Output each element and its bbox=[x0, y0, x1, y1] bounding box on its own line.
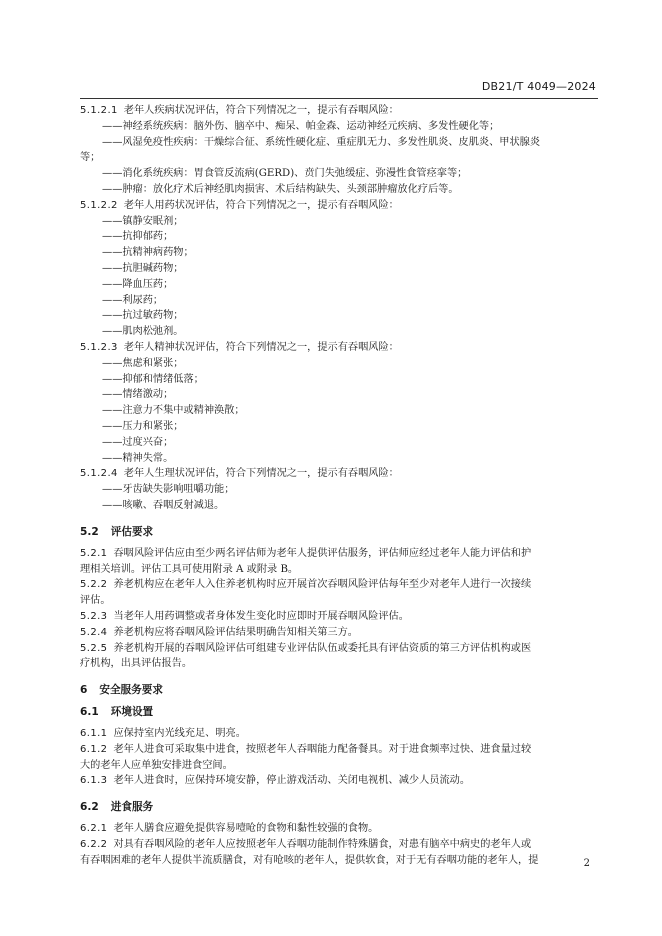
section-number: 6.1 bbox=[80, 706, 99, 719]
clause-number: 6.1.3 bbox=[80, 775, 108, 787]
list-item: ——情绪激动； bbox=[102, 389, 174, 401]
clause-continuation: 有吞咽困难的老年人提供半流质膳食，对有呛咳的老年人，提供软食，对于无有吞咽功能的老年人，提 bbox=[80, 854, 539, 866]
section-heading-6-1 bbox=[80, 704, 598, 720]
section-heading-6-2 bbox=[80, 799, 598, 815]
clause-continuation: 评估。 bbox=[80, 595, 111, 607]
list-item: ——抗胆碱药物； bbox=[102, 262, 184, 274]
clause-text: 老年人膳食应避免提供容易噎呛的食物和黏性较强的食物。 bbox=[113, 823, 379, 835]
clause-5-2-4 bbox=[80, 625, 598, 641]
clause-text: 老年人进食时，应保持环境安静，停止游戏活动、关闭电视机、减少人员流动。 bbox=[113, 775, 471, 787]
section-heading-6 bbox=[80, 682, 598, 698]
clause-number: 5.1.2.2 bbox=[80, 199, 118, 211]
list-item: ——抑郁和情绪低落； bbox=[102, 373, 204, 385]
clause-text: 当老年人用药调整或者身体发生变化时应即时开展吞咽风险评估。 bbox=[113, 610, 409, 622]
clause-5-1-2-2 bbox=[80, 198, 598, 214]
list-item: ——过度兴奋； bbox=[102, 436, 174, 448]
clause-5-2-3 bbox=[80, 609, 598, 625]
clause-5-1-2-3 bbox=[80, 340, 598, 356]
clause-6-2-1 bbox=[80, 821, 598, 837]
clause-6-1-3 bbox=[80, 773, 598, 789]
clause-text: 老年人精神状况评估，符合下列情况之一，提示有吞咽风险： bbox=[123, 341, 399, 353]
clause-6-1-1 bbox=[80, 726, 598, 742]
page-number: 2 bbox=[583, 858, 590, 869]
clause-text: 老年人用药状况评估，符合下列情况之一，提示有吞咽风险： bbox=[123, 199, 399, 211]
document-code: DB21/T 4049—2024 bbox=[481, 80, 596, 93]
clause-5-1-2-1 bbox=[80, 103, 598, 119]
list-item: ——降血压药； bbox=[102, 278, 174, 290]
clause-5-2-2 bbox=[80, 577, 598, 593]
clause-text: 老年人疾病状况评估，符合下列情况之一，提示有吞咽风险： bbox=[123, 105, 399, 116]
clause-text: 老年人生理状况评估，符合下列情况之一，提示有吞咽风险： bbox=[123, 468, 399, 480]
clause-text: 老年人进食可采取集中进食，按照老年人吞咽能力配备餐具。对于进食频率过快、进食量过较 bbox=[113, 743, 532, 755]
list-item: ——抗精神病药物； bbox=[102, 247, 194, 259]
clause-6-2-2 bbox=[80, 837, 598, 853]
clause-5-1-2-4 bbox=[80, 466, 598, 482]
section-title: 评估要求 bbox=[110, 525, 154, 538]
page-body bbox=[80, 103, 598, 869]
clause-5-2-5 bbox=[80, 641, 598, 657]
section-number: 5.2 bbox=[80, 525, 99, 538]
clause-number: 5.1.2.4 bbox=[80, 468, 118, 480]
list-item: ——注意力不集中或精神涣散； bbox=[102, 405, 245, 417]
clause-continuation: 疗机构，出具评估报告。 bbox=[80, 658, 193, 670]
clause-6-1-2 bbox=[80, 742, 598, 758]
section-number: 6.2 bbox=[80, 801, 99, 814]
clause-number: 5.2.4 bbox=[80, 626, 108, 638]
clause-number: 5.2.1 bbox=[80, 547, 108, 559]
list-item: ——焦虑和紧张； bbox=[102, 357, 184, 369]
list-item-continuation: 等； bbox=[80, 152, 101, 164]
clause-text: 养老机构应在老年人入住养老机构时应开展首次吞咽风险评估每年至少对老年人进行一次接续 bbox=[113, 579, 532, 591]
list-item: ——咳嗽、吞咽反射减退。 bbox=[102, 499, 225, 511]
clause-text: 应保持室内光线充足、明亮。 bbox=[113, 728, 246, 740]
clause-number: 6.1.2 bbox=[80, 743, 108, 755]
list-item: ——消化系统疾病：胃食管反流病(GERD)、贲门失弛缓症、弥漫性食管痉挛等； bbox=[102, 168, 468, 180]
clause-continuation: 理相关培训。评估工具可使用附录 A 或附录 B。 bbox=[80, 563, 299, 575]
section-title: 进食服务 bbox=[110, 801, 154, 814]
section-title: 安全服务要求 bbox=[99, 684, 163, 697]
list-item: ——肌肉松弛剂。 bbox=[102, 326, 184, 338]
list-item: ——抗抑郁药； bbox=[102, 231, 174, 243]
section-title: 环境设置 bbox=[110, 706, 154, 719]
clause-number: 5.2.2 bbox=[80, 579, 108, 591]
list-item: ——风湿免疫性疾病：干燥综合征、系统性硬化症、重症肌无力、多发性肌炎、皮肌炎、甲状腺炎 bbox=[102, 136, 541, 148]
clause-continuation: 大的老年人应单独安排进食空间。 bbox=[80, 759, 233, 771]
clause-number: 6.2.1 bbox=[80, 823, 108, 835]
section-heading-5-2 bbox=[80, 524, 598, 540]
list-item: ——精神失常。 bbox=[102, 452, 174, 464]
clause-number: 5.1.2.3 bbox=[80, 341, 118, 353]
clause-5-2-1 bbox=[80, 546, 598, 562]
list-item: ——压力和紧张； bbox=[102, 420, 184, 432]
list-item: ——利尿药； bbox=[102, 294, 164, 306]
header-rule bbox=[80, 98, 598, 99]
clause-text: 吞咽风险评估应由至少两名评估师为老年人提供评估服务，评估师应经过老年人能力评估和护 bbox=[113, 547, 532, 559]
clause-number: 6.2.2 bbox=[80, 839, 108, 851]
section-number: 6 bbox=[80, 684, 88, 697]
list-item: ——牙齿缺失影响咀嚼功能； bbox=[102, 484, 235, 496]
clause-text: 养老机构开展的吞咽风险评估可组建专业评估队伍或委托具有评估资质的第三方评估机构或医 bbox=[113, 642, 532, 654]
list-item: ——镇静安眠剂； bbox=[102, 215, 184, 227]
clause-text: 养老机构应将吞咽风险评估结果明确告知相关第三方。 bbox=[113, 626, 358, 638]
clause-number: 6.1.1 bbox=[80, 728, 108, 740]
list-item: ——抗过敏药物； bbox=[102, 310, 184, 322]
clause-number: 5.2.5 bbox=[80, 642, 108, 654]
clause-number: 5.1.2.1 bbox=[80, 105, 118, 116]
clause-number: 5.2.3 bbox=[80, 610, 108, 622]
clause-text: 对具有吞咽风险的老年人应按照老年人吞咽功能制作特殊膳食，对患有脑卒中病史的老年人或 bbox=[113, 839, 532, 851]
list-item: ——神经系统疾病：脑外伤、脑卒中、痴呆、帕金森、运动神经元疾病、多发性硬化等； bbox=[102, 120, 500, 132]
list-item: ——肿瘤：放化疗术后神经肌肉损害、术后结构缺失、头颈部肿瘤放化疗后等。 bbox=[102, 183, 459, 195]
